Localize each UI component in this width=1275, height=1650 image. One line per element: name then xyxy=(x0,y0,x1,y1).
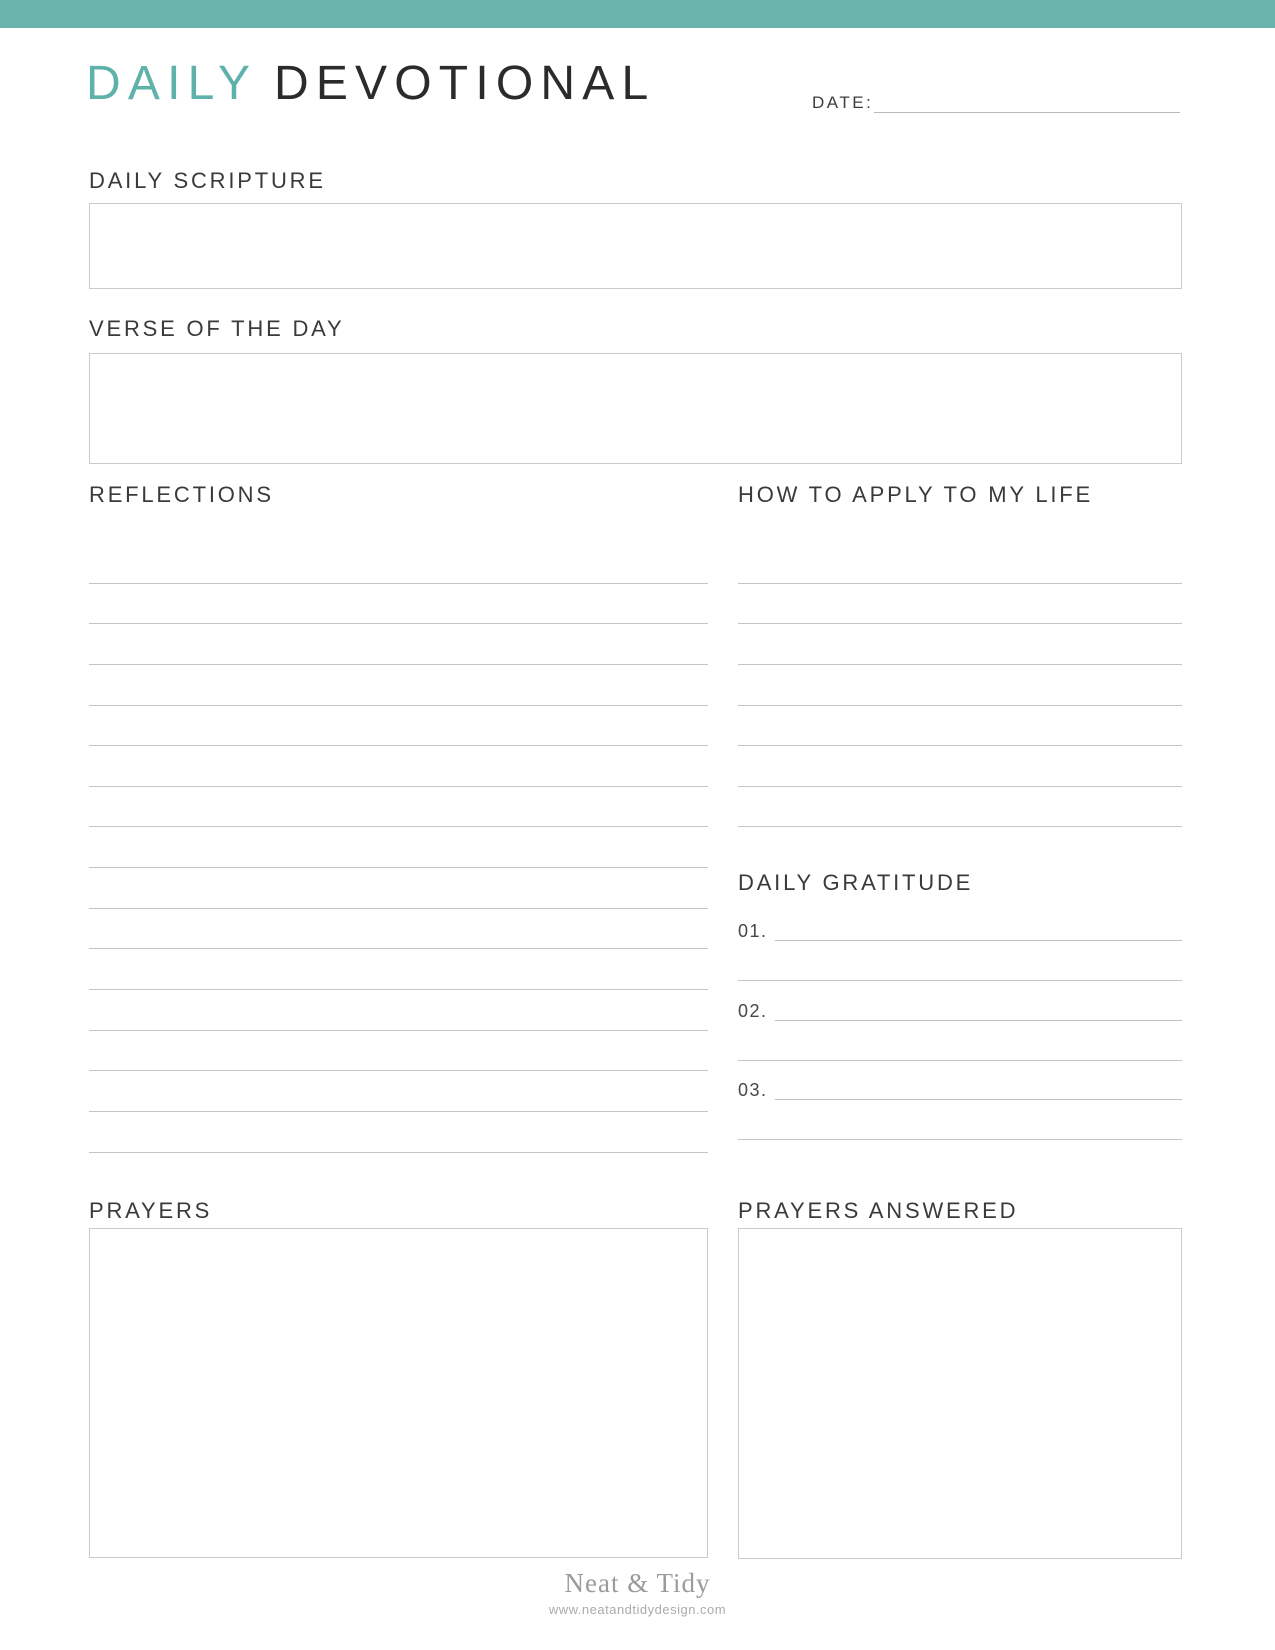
how-to-apply-heading: HOW TO APPLY TO MY LIFE xyxy=(738,482,1093,507)
gratitude-number-2: 02. xyxy=(738,1001,768,1021)
ruled-line[interactable] xyxy=(89,584,708,625)
ruled-line[interactable] xyxy=(89,543,708,584)
top-accent-bar xyxy=(0,0,1275,28)
ruled-line[interactable] xyxy=(89,787,708,828)
daily-scripture-box[interactable] xyxy=(89,203,1182,289)
ruled-line[interactable] xyxy=(738,543,1182,584)
gratitude-item-3 xyxy=(738,1075,1182,1155)
ruled-line[interactable] xyxy=(89,1071,708,1112)
ruled-line[interactable] xyxy=(89,1112,708,1153)
gratitude-continuation-line-2[interactable] xyxy=(738,1060,1182,1061)
gratitude-number-1: 01. xyxy=(738,921,768,941)
ruled-line[interactable] xyxy=(89,909,708,950)
reflections-heading: REFLECTIONS xyxy=(89,482,274,507)
date-fill-line[interactable] xyxy=(874,112,1180,113)
prayers-box[interactable] xyxy=(89,1228,708,1558)
ruled-line[interactable] xyxy=(89,990,708,1031)
ruled-line[interactable] xyxy=(89,746,708,787)
page-title-rest: DEVOTIONAL xyxy=(273,57,656,110)
ruled-line[interactable] xyxy=(738,706,1182,747)
gratitude-item-1 xyxy=(738,916,1182,996)
date-label: DATE: xyxy=(812,93,874,112)
daily-gratitude-heading: DAILY GRATITUDE xyxy=(738,870,974,895)
reflections-ruled-lines xyxy=(89,543,708,1153)
gratitude-line-1[interactable] xyxy=(775,940,1182,941)
page-title-accent: DAILY xyxy=(86,57,258,110)
verse-of-the-day-box[interactable] xyxy=(89,353,1182,464)
gratitude-number-3: 03. xyxy=(738,1080,768,1100)
prayers-heading: PRAYERS xyxy=(89,1198,213,1223)
ruled-line[interactable] xyxy=(89,1031,708,1072)
brand-url: www.neatandtidydesign.com xyxy=(548,1602,727,1617)
ruled-line[interactable] xyxy=(89,868,708,909)
ruled-line[interactable] xyxy=(89,706,708,747)
gratitude-line-3[interactable] xyxy=(775,1099,1182,1100)
gratitude-line-2[interactable] xyxy=(775,1020,1182,1021)
verse-of-the-day-heading: VERSE OF THE DAY xyxy=(89,316,345,341)
ruled-line[interactable] xyxy=(89,827,708,868)
page-title xyxy=(86,57,656,110)
gratitude-continuation-line-1[interactable] xyxy=(738,980,1182,981)
ruled-line[interactable] xyxy=(738,624,1182,665)
daily-scripture-heading: DAILY SCRIPTURE xyxy=(89,168,326,193)
ruled-line[interactable] xyxy=(738,584,1182,625)
ruled-line[interactable] xyxy=(738,746,1182,787)
prayers-answered-heading: PRAYERS ANSWERED xyxy=(738,1198,1019,1223)
gratitude-item-2 xyxy=(738,996,1182,1076)
ruled-line[interactable] xyxy=(738,665,1182,706)
ruled-line[interactable] xyxy=(89,949,708,990)
ruled-line[interactable] xyxy=(89,624,708,665)
prayers-answered-box[interactable] xyxy=(738,1228,1182,1559)
ruled-line[interactable] xyxy=(738,787,1182,828)
brand-logo-text: Neat & Tidy xyxy=(564,1568,711,1598)
gratitude-continuation-line-3[interactable] xyxy=(738,1139,1182,1140)
ruled-line[interactable] xyxy=(89,665,708,706)
how-to-apply-ruled-lines xyxy=(738,543,1182,827)
